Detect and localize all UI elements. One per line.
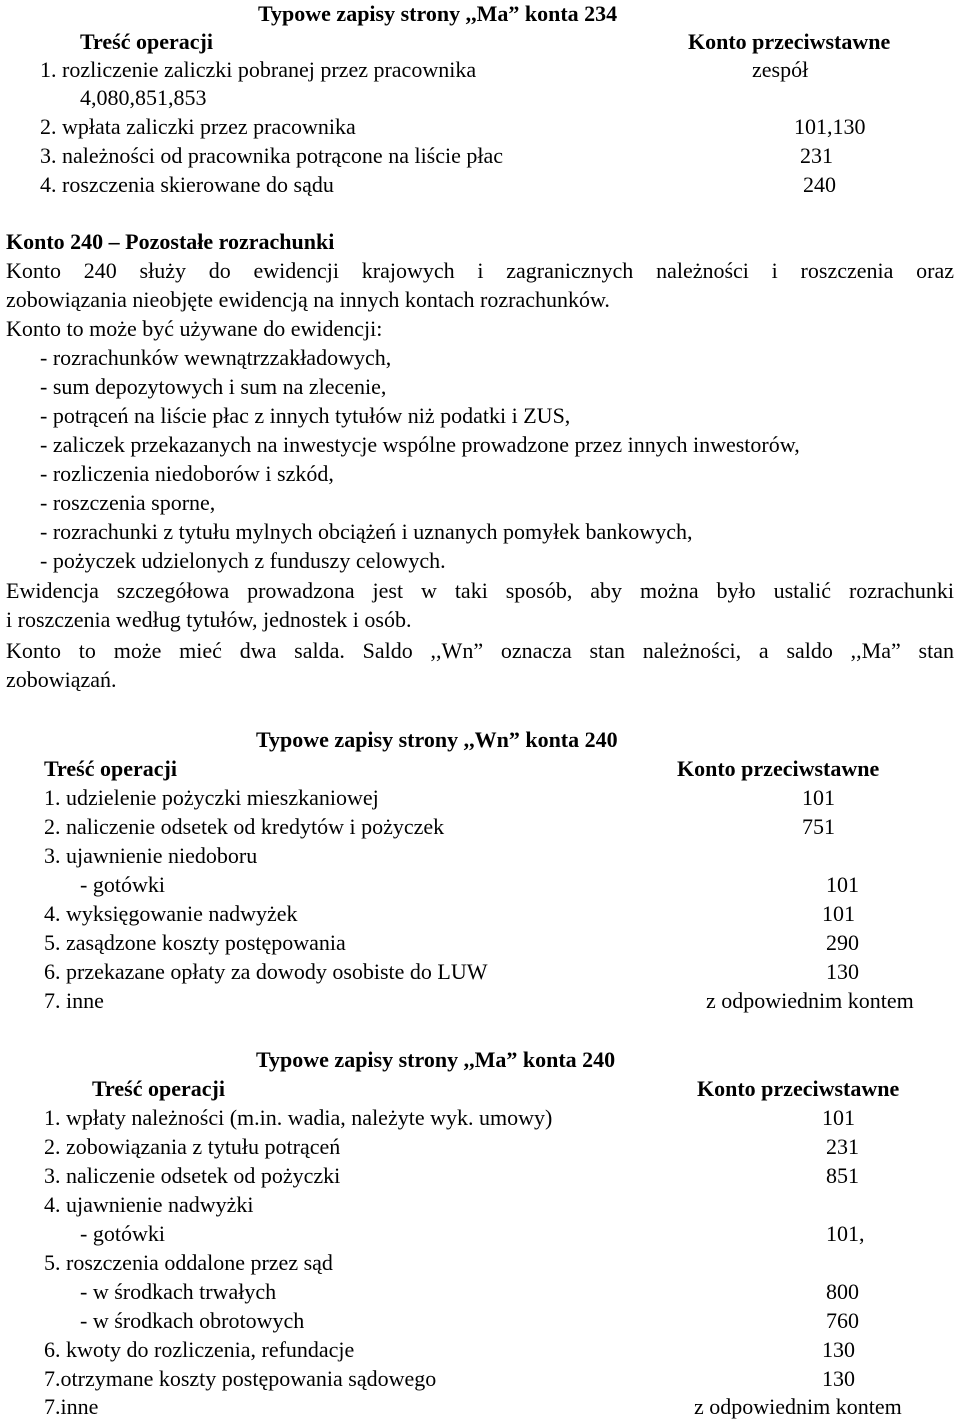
operation-text: 4,080,851,853: [80, 85, 207, 110]
account-number: 240: [803, 172, 836, 197]
paragraph-line: Konto to może mieć dwa salda. Saldo ,,Wn” oznacza stan należności, a saldo ,,Ma” stan: [6, 638, 954, 663]
list-item: - pożyczek udzielonych z funduszy celowych.: [40, 548, 446, 573]
account-number: 101,: [826, 1221, 865, 1246]
column-header-operation: Treść operacji: [80, 29, 213, 54]
operation-text: 5. roszczenia oddalone przez sąd: [44, 1250, 333, 1275]
operation-text: 6. przekazane opłaty za dowody osobiste do LUW: [44, 959, 488, 984]
operation-text: 2. zobowiązania z tytułu potrąceń: [44, 1134, 341, 1159]
paragraph-line: Ewidencja szczegółowa prowadzona jest w taki sposób, aby można było ustalić rozrachunki: [6, 578, 954, 603]
account-number: z odpowiednim kontem: [694, 1394, 902, 1419]
account-number: 800: [826, 1279, 859, 1304]
column-header-account: Konto przeciwstawne: [677, 756, 880, 781]
account-number: 101: [822, 901, 855, 926]
account-number: 130: [826, 959, 859, 984]
account-number: 231: [800, 143, 833, 168]
operation-text: 7.inne: [44, 1394, 99, 1419]
list-item: - rozrachunków wewnątrzzakładowych,: [40, 345, 392, 370]
operation-text: 7. inne: [44, 988, 104, 1013]
account-number: 851: [826, 1163, 859, 1188]
operation-text: 3. ujawnienie niedoboru: [44, 843, 258, 868]
paragraph-line: i roszczenia według tytułów, jednostek i osób.: [6, 607, 412, 632]
paragraph-line: Konto 240 służy do ewidencji krajowych i zagranicznych należności i roszczenia oraz: [6, 258, 954, 283]
operation-text: 5. zasądzone koszty postępowania: [44, 930, 346, 955]
list-item: - roszczenia sporne,: [40, 490, 216, 515]
section-title: Typowe zapisy strony ,,Ma” konta 234: [258, 1, 618, 26]
operation-text: - gotówki: [80, 1221, 165, 1246]
operation-text: 1. wpłaty należności (m.in. wadia, należyte wyk. umowy): [44, 1105, 553, 1130]
list-item: - rozrachunki z tytułu mylnych obciążeń i uznanych pomyłek bankowych,: [40, 519, 693, 544]
operation-text: 1. udzielenie pożyczki mieszkaniowej: [44, 785, 379, 810]
section-title: Typowe zapisy strony ,,Wn” konta 240: [256, 727, 618, 752]
account-number: 760: [826, 1308, 859, 1333]
operation-text: 7.otrzymane koszty postępowania sądowego: [44, 1366, 437, 1391]
operation-text: 4. wyksięgowanie nadwyżek: [44, 901, 298, 926]
account-number: 130: [822, 1366, 855, 1391]
account-number: 101: [826, 872, 859, 897]
paragraph-line: zobowiązań.: [6, 667, 117, 692]
operation-text: 3. należności od pracownika potrącone na liście płac: [40, 143, 504, 168]
account-heading: Konto 240 – Pozostałe rozrachunki: [6, 229, 335, 254]
account-number: z odpowiednim kontem: [706, 988, 914, 1013]
operation-text: 4. ujawnienie nadwyżki: [44, 1192, 254, 1217]
column-header-account: Konto przeciwstawne: [688, 29, 891, 54]
account-number: 751: [802, 814, 835, 839]
operation-text: - gotówki: [80, 872, 165, 897]
operation-text: - w środkach obrotowych: [80, 1308, 305, 1333]
section-title: Typowe zapisy strony ,,Ma” konta 240: [256, 1047, 616, 1072]
operation-text: 3. naliczenie odsetek od pożyczki: [44, 1163, 341, 1188]
list-item: - sum depozytowych i sum na zlecenie,: [40, 374, 387, 399]
paragraph-line: Konto to może być używane do ewidencji:: [6, 316, 383, 341]
account-number: 101: [822, 1105, 855, 1130]
list-item: - zaliczek przekazanych na inwestycje wspólne prowadzone przez innych inwestorów,: [40, 432, 800, 457]
account-number: 101,130: [794, 114, 866, 139]
list-item: - potrąceń na liście płac z innych tytułów niż podatki i ZUS,: [40, 403, 571, 428]
operation-text: 2. naliczenie odsetek od kredytów i pożyczek: [44, 814, 445, 839]
account-number: 231: [826, 1134, 859, 1159]
operation-text: 1. rozliczenie zaliczki pobranej przez pracownika: [40, 57, 477, 82]
account-number: zespół: [752, 57, 809, 82]
account-number: 290: [826, 930, 859, 955]
account-number: 130: [822, 1337, 855, 1362]
column-header-account: Konto przeciwstawne: [697, 1076, 900, 1101]
operation-text: - w środkach trwałych: [80, 1279, 277, 1304]
column-header-operation: Treść operacji: [92, 1076, 225, 1101]
operation-text: 6. kwoty do rozliczenia, refundacje: [44, 1337, 355, 1362]
list-item: - rozliczenia niedoborów i szkód,: [40, 461, 334, 486]
paragraph-line: zobowiązania nieobjęte ewidencją na innych kontach rozrachunków.: [6, 287, 610, 312]
account-number: 101: [802, 785, 835, 810]
operation-text: 2. wpłata zaliczki przez pracownika: [40, 114, 356, 139]
column-header-operation: Treść operacji: [44, 756, 177, 781]
operation-text: 4. roszczenia skierowane do sądu: [40, 172, 334, 197]
